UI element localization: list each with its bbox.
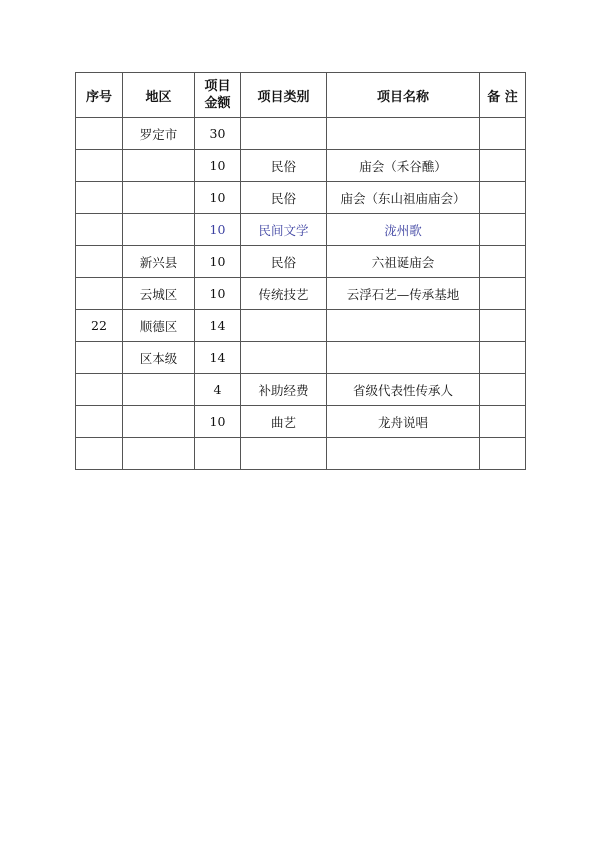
cell-remark — [480, 118, 526, 150]
cell-region: 顺德区 — [123, 310, 195, 342]
cell-region — [123, 182, 195, 214]
cell-remark — [480, 438, 526, 470]
cell-project-name — [327, 438, 480, 470]
cell-amount: 10 — [195, 246, 241, 278]
cell-category: 民俗 — [241, 246, 327, 278]
cell-region: 区本级 — [123, 342, 195, 374]
cell-amount: 10 — [195, 406, 241, 438]
header-remark: 备 注 — [480, 73, 526, 118]
cell-project-name: 庙会（东山祖庙庙会） — [327, 182, 480, 214]
cell-category: 民俗 — [241, 150, 327, 182]
cell-serial-number — [76, 246, 123, 278]
cell-project-name — [327, 118, 480, 150]
cell-category: 曲艺 — [241, 406, 327, 438]
cell-project-name: 龙舟说唱 — [327, 406, 480, 438]
cell-region — [123, 438, 195, 470]
cell-serial-number — [76, 278, 123, 310]
cell-project-name: 省级代表性传承人 — [327, 374, 480, 406]
cell-amount: 10 — [195, 278, 241, 310]
cell-remark — [480, 310, 526, 342]
cell-project-name: 六祖诞庙会 — [327, 246, 480, 278]
cell-category: 民间文学 — [241, 214, 327, 246]
cell-region — [123, 214, 195, 246]
cell-category — [241, 438, 327, 470]
cell-category: 民俗 — [241, 182, 327, 214]
cell-serial-number — [76, 150, 123, 182]
cell-remark — [480, 374, 526, 406]
cell-remark — [480, 246, 526, 278]
cell-serial-number — [76, 406, 123, 438]
table-row — [76, 406, 526, 438]
table-row — [76, 438, 526, 470]
cell-category — [241, 342, 327, 374]
cell-project-name — [327, 310, 480, 342]
cell-remark — [480, 150, 526, 182]
cell-region: 新兴县 — [123, 246, 195, 278]
cell-amount: 10 — [195, 182, 241, 214]
cell-region — [123, 406, 195, 438]
table-row — [76, 214, 526, 246]
cell-region — [123, 374, 195, 406]
cell-remark — [480, 406, 526, 438]
table-row — [76, 278, 526, 310]
table-row — [76, 374, 526, 406]
cell-region: 云城区 — [123, 278, 195, 310]
cell-project-name: 云浮石艺—传承基地 — [327, 278, 480, 310]
cell-remark — [480, 278, 526, 310]
cell-remark — [480, 182, 526, 214]
cell-serial-number — [76, 438, 123, 470]
cell-amount: 14 — [195, 310, 241, 342]
table-row — [76, 342, 526, 374]
header-amount — [195, 73, 241, 118]
table-row — [76, 150, 526, 182]
cell-category: 补助经费 — [241, 374, 327, 406]
header-serial-number: 序号 — [76, 73, 123, 118]
table-row — [76, 182, 526, 214]
cell-serial-number — [76, 214, 123, 246]
header-category: 项目类别 — [241, 73, 327, 118]
funding-table — [75, 72, 526, 470]
header-row — [76, 73, 526, 118]
cell-serial-number: 22 — [76, 310, 123, 342]
header-project-name: 项目名称 — [327, 73, 480, 118]
cell-amount: 10 — [195, 214, 241, 246]
cell-amount: 30 — [195, 118, 241, 150]
cell-serial-number — [76, 374, 123, 406]
table-row — [76, 118, 526, 150]
cell-region: 罗定市 — [123, 118, 195, 150]
cell-amount — [195, 438, 241, 470]
cell-amount: 14 — [195, 342, 241, 374]
header-region: 地区 — [123, 73, 195, 118]
cell-remark — [480, 342, 526, 374]
header-amount-label: 项目金额 — [204, 79, 231, 111]
cell-amount: 10 — [195, 150, 241, 182]
cell-category — [241, 310, 327, 342]
table-row — [76, 310, 526, 342]
cell-amount: 4 — [195, 374, 241, 406]
cell-serial-number — [76, 118, 123, 150]
cell-project-name: 泷州歌 — [327, 214, 480, 246]
cell-project-name — [327, 342, 480, 374]
cell-region — [123, 150, 195, 182]
cell-project-name: 庙会（禾谷醮） — [327, 150, 480, 182]
table-row — [76, 246, 526, 278]
cell-serial-number — [76, 342, 123, 374]
cell-category: 传统技艺 — [241, 278, 327, 310]
cell-serial-number — [76, 182, 123, 214]
cell-category — [241, 118, 327, 150]
cell-remark — [480, 214, 526, 246]
